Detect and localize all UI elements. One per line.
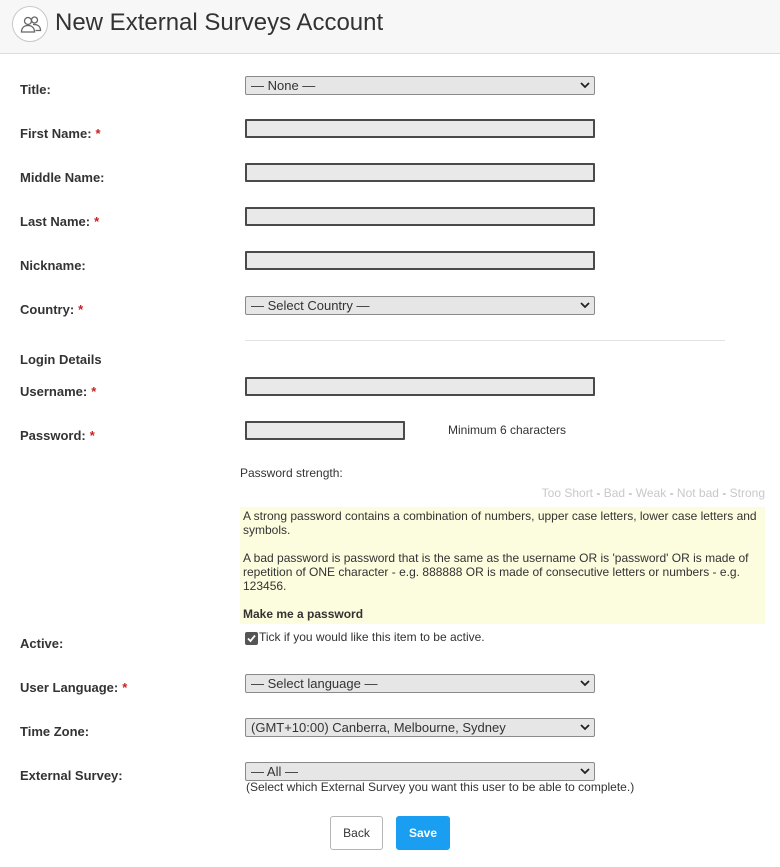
password-strength-label: Password strength: <box>240 466 343 480</box>
bad-password-info: A bad password is password that is the same as the username OR is 'password' OR is made of repetition of ONE character - e.g. 888888 OR is made of consecutive letters or numbers - e.g. 123456. <box>243 551 749 593</box>
active-checkbox[interactable] <box>245 632 258 645</box>
external-survey-select[interactable] <box>245 762 595 781</box>
user-language-label-text: User Language: <box>20 680 119 695</box>
user-language-label <box>20 680 127 695</box>
username-input[interactable] <box>245 377 595 396</box>
page-title: New External Surveys Account <box>55 9 384 36</box>
external-survey-label-text: External Survey: <box>20 768 123 783</box>
external-survey-label <box>20 768 123 783</box>
active-checkbox-text: Tick if you would like this item to be active. <box>259 630 485 644</box>
chevron-down-icon <box>580 678 590 688</box>
nickname-label <box>20 258 86 273</box>
country-select[interactable] <box>245 296 595 315</box>
required-marker: * <box>78 302 84 317</box>
first-name-label <box>20 126 101 141</box>
strength-separator: - <box>596 486 601 500</box>
external-survey-select-value: — All — <box>251 764 298 779</box>
title-select[interactable] <box>245 76 595 95</box>
chevron-down-icon <box>580 722 590 732</box>
country-select-value: — Select Country — <box>251 298 370 313</box>
required-marker: * <box>89 428 95 443</box>
title-select-value: — None — <box>251 78 316 93</box>
country-label <box>20 302 83 317</box>
chevron-down-icon <box>580 300 590 310</box>
section-divider <box>245 340 725 341</box>
strength-level: Not bad <box>676 486 719 500</box>
active-label-text: Active: <box>20 636 64 651</box>
time-zone-label <box>20 724 89 739</box>
country-label-text: Country: <box>20 302 75 317</box>
strength-level: Too Short <box>541 486 594 500</box>
last-name-label-text: Last Name: <box>20 214 91 229</box>
chevron-down-icon <box>580 766 590 776</box>
password-strength-meter <box>542 486 765 500</box>
middle-name-input[interactable] <box>245 163 595 182</box>
title-label <box>20 82 51 97</box>
strength-separator: - <box>669 486 674 500</box>
required-marker: * <box>95 126 101 141</box>
strength-separator: - <box>628 486 633 500</box>
user-language-select-value: — Select language — <box>251 676 378 691</box>
checkmark-icon <box>246 633 257 644</box>
strength-separator: - <box>722 486 727 500</box>
last-name-input[interactable] <box>245 207 595 226</box>
password-label <box>20 428 95 443</box>
active-label <box>20 636 63 651</box>
time-zone-select[interactable] <box>245 718 595 737</box>
required-marker: * <box>122 680 128 695</box>
time-zone-label-text: Time Zone: <box>20 724 90 739</box>
time-zone-select-value: (GMT+10:00) Canberra, Melbourne, Sydney <box>251 720 506 735</box>
password-input[interactable] <box>245 421 405 440</box>
required-marker: * <box>94 214 100 229</box>
password-hint: Minimum 6 characters <box>448 423 567 437</box>
strength-level: Bad <box>603 486 626 500</box>
username-label-text: Username: <box>20 384 88 399</box>
middle-name-label <box>20 170 105 185</box>
strong-password-info: A strong password contains a combination of numbers, upper case letters, lower case letters and symbols. <box>243 509 757 537</box>
strength-level: Strong <box>729 486 765 500</box>
strength-level: Weak <box>635 486 667 500</box>
required-marker: * <box>91 384 97 399</box>
page-header <box>0 0 780 54</box>
username-label <box>20 384 96 399</box>
users-icon <box>12 6 48 42</box>
first-name-label-text: First Name: <box>20 126 92 141</box>
first-name-input[interactable] <box>245 119 595 138</box>
back-button[interactable]: Back <box>330 816 383 850</box>
middle-name-label-text: Middle Name: <box>20 170 105 185</box>
login-details-heading: Login Details <box>20 352 102 367</box>
title-label-text: Title: <box>20 82 51 97</box>
last-name-label <box>20 214 99 229</box>
chevron-down-icon <box>580 80 590 90</box>
external-survey-hint: (Select which External Survey you want this user to be able to complete.) <box>246 780 635 794</box>
user-language-select[interactable] <box>245 674 595 693</box>
password-label-text: Password: <box>20 428 86 443</box>
nickname-label-text: Nickname: <box>20 258 86 273</box>
nickname-input[interactable] <box>245 251 595 270</box>
password-info-box <box>240 507 765 624</box>
save-button[interactable]: Save <box>396 816 450 850</box>
make-password-link[interactable]: Make me a password <box>243 607 364 621</box>
